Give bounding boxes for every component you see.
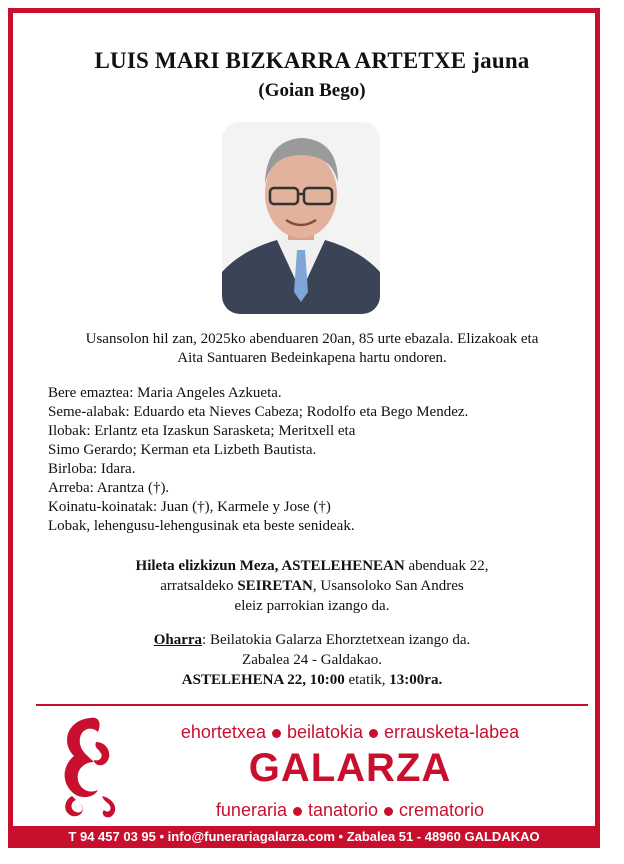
wake-end: 13:00 — [389, 672, 425, 688]
deceased-name-heading — [0, 48, 624, 74]
family-line: Birloba: Idara. — [48, 461, 136, 477]
funeral-line-1 — [60, 556, 564, 576]
note-text: : Beilatokia Galarza Ehorztetxean izango da. — [202, 632, 471, 648]
galarza-logo-icon — [50, 712, 132, 820]
funeral-day: Hileta elizkizun Meza, ASTELEHENEAN — [135, 558, 405, 574]
service-item: funeraria — [215, 800, 287, 820]
bullet-icon — [384, 807, 393, 816]
death-announcement — [60, 330, 564, 368]
funeral-time-prefix: arratsaldeko — [160, 578, 238, 594]
service-item: errausketa-labea — [384, 722, 520, 742]
contact-footer: T 94 457 03 95 • info@funerariagalarza.com • Zabalea 51 - 48960 GALDAKAO — [8, 826, 600, 848]
services-basque — [140, 722, 560, 743]
service-item: crematorio — [399, 800, 485, 820]
family-line: Simo Gerardo; Kerman eta Lizbeth Bautista. — [48, 442, 317, 458]
bullet-icon — [272, 729, 281, 738]
nickname: (Goian Bego) — [258, 80, 366, 101]
wake-end-suffix: ra. — [424, 672, 443, 688]
wake-start: ASTELEHENA 22, 10:00 — [181, 672, 345, 688]
family-line: Koinatu-koinatak: Juan (†), Karmele y Jose (†) — [48, 499, 331, 515]
service-item: beilatokia — [286, 722, 364, 742]
note-line-2: Zabalea 24 - Galdakao. — [242, 652, 382, 668]
note-line-1 — [60, 630, 564, 650]
funeral-line-3: eleiz parrokian izango da. — [234, 598, 390, 614]
funeral-date: abenduak 22, — [404, 558, 489, 574]
portrait-illustration — [222, 122, 380, 314]
service-item: tanatorio — [307, 800, 379, 820]
funeral-line-2 — [60, 576, 564, 596]
family-line: Bere emaztea: Maria Angeles Azkueta. — [48, 385, 282, 401]
family-line: Lobak, lehengusu-lehengusinak eta beste senideak. — [48, 518, 355, 534]
note-label: Oharra — [153, 632, 203, 648]
funeral-place: , Usansoloko San Andres — [312, 578, 464, 594]
wake-note — [60, 630, 564, 690]
funeral-mass-info — [60, 556, 564, 616]
bullet-icon — [369, 729, 378, 738]
divider — [36, 704, 588, 706]
portrait-photo — [222, 122, 380, 314]
announcement-line: Aita Santuaren Bedeinkapena hartu ondoren. — [177, 350, 447, 366]
services-spanish — [140, 800, 560, 821]
family-line: Arreba: Arantza (†). — [48, 480, 170, 496]
family-list — [48, 384, 568, 536]
bullet-icon — [293, 807, 302, 816]
family-line: Ilobak: Erlantz eta Izaskun Sarasketa; Meritxell eta — [48, 423, 356, 439]
deceased-name: LUIS MARI BIZKARRA ARTETXE — [94, 48, 467, 73]
company-name: GALARZA — [248, 746, 452, 790]
family-line: Seme-alabak: Eduardo eta Nieves Cabeza; Rodolfo eta Bego Mendez. — [48, 404, 469, 420]
honorific: jauna — [472, 48, 530, 73]
wake-mid: etatik, — [344, 672, 390, 688]
announcement-line: Usansolon hil zan, 2025ko abenduaren 20an, 85 urte ebazala. Elizakoak eta — [85, 331, 539, 347]
funeral-time: SEIRETAN — [237, 578, 313, 594]
note-line-3 — [60, 670, 564, 690]
service-item: ehortetxea — [180, 722, 266, 742]
